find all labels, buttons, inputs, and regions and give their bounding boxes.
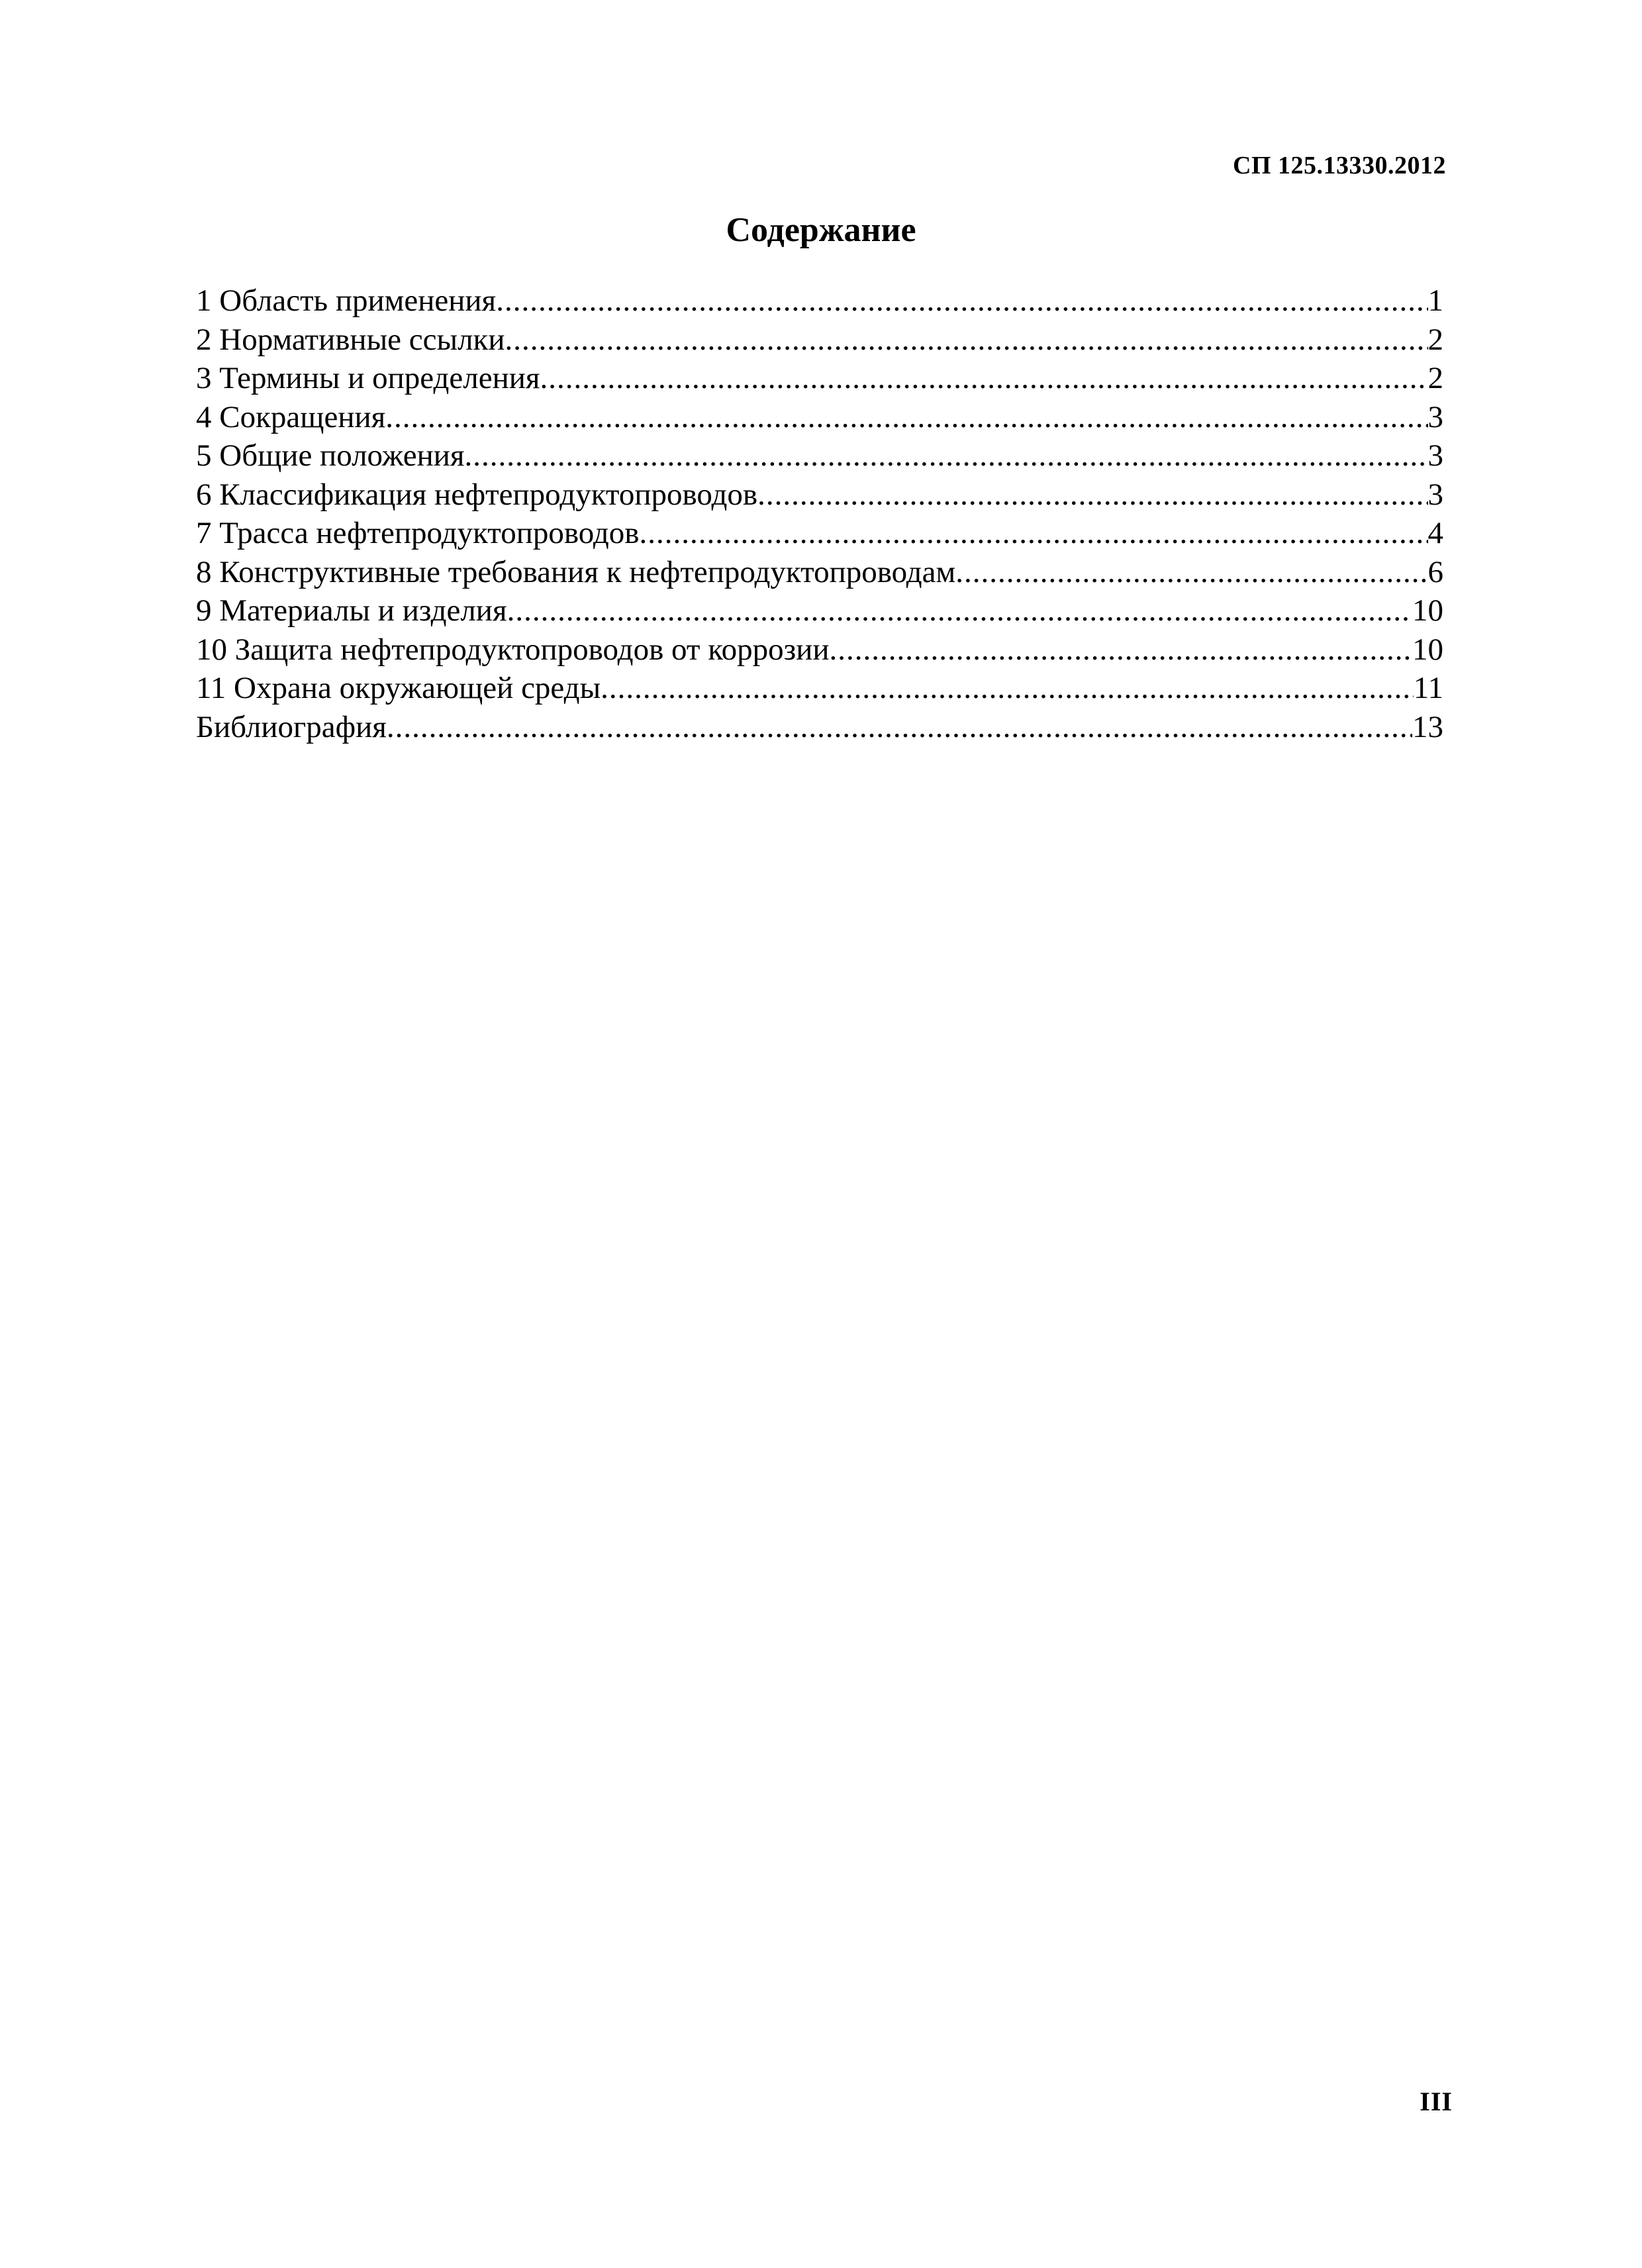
- toc-entry-page: 10: [1412, 593, 1443, 628]
- toc-entry-page: 4: [1427, 516, 1443, 550]
- toc-dot-leader: [601, 669, 1414, 708]
- toc-entry-page: 3: [1427, 477, 1443, 512]
- toc-entry-5[interactable]: [196, 436, 1443, 475]
- toc-entry-7[interactable]: [196, 514, 1443, 553]
- toc-dot-leader: [387, 708, 1412, 747]
- toc-entry-label: 9 Материалы и изделия: [196, 593, 507, 628]
- toc-dot-leader: [496, 281, 1427, 320]
- toc-entry-page: 13: [1412, 709, 1443, 744]
- toc-entry-4[interactable]: [196, 398, 1443, 437]
- toc-entry-11[interactable]: [196, 669, 1443, 708]
- toc-entry-page: 3: [1427, 438, 1443, 473]
- toc-entry-6[interactable]: [196, 475, 1443, 515]
- toc-entry-page: 10: [1412, 632, 1443, 667]
- table-of-contents: [196, 281, 1443, 746]
- toc-entry-3[interactable]: [196, 359, 1443, 398]
- toc-entry-page: 2: [1427, 322, 1443, 357]
- toc-entry-page: 11: [1413, 671, 1443, 705]
- toc-entry-label: 4 Сокращения: [196, 399, 386, 434]
- toc-dot-leader: [955, 553, 1427, 592]
- toc-entry-label: 7 Трасса нефтепродуктопроводов: [196, 516, 640, 550]
- page-number: III: [1420, 2087, 1453, 2116]
- toc-entry-9[interactable]: [196, 591, 1443, 630]
- toc-dot-leader: [540, 359, 1428, 398]
- toc-entry-8[interactable]: [196, 553, 1443, 592]
- toc-entry-page: 2: [1427, 361, 1443, 395]
- toc-entry-label: 5 Общие положения: [196, 438, 465, 473]
- document-code: СП 125.13330.2012: [1233, 152, 1446, 179]
- toc-entry-10[interactable]: [196, 630, 1443, 669]
- toc-entry-2[interactable]: [196, 320, 1443, 360]
- toc-entry-page: 6: [1427, 554, 1443, 589]
- toc-entry-label: Библиография: [196, 709, 387, 744]
- toc-entry-page: 1: [1427, 283, 1443, 318]
- toc-dot-leader: [465, 436, 1428, 475]
- toc-dot-leader: [505, 320, 1428, 360]
- toc-dot-leader: [507, 591, 1412, 630]
- toc-dot-leader: [830, 630, 1412, 669]
- toc-entry-label: 6 Классификация нефтепродуктопроводов: [196, 477, 758, 512]
- toc-dot-leader: [757, 475, 1427, 515]
- toc-entry-label: 1 Область применения: [196, 283, 497, 318]
- toc-entry-label: 10 Защита нефтепродуктопроводов от коррозии: [196, 632, 830, 667]
- toc-dot-leader: [640, 514, 1428, 553]
- toc-title: Содержание: [726, 211, 916, 249]
- toc-dot-leader: [385, 398, 1427, 437]
- toc-entry-bibliography[interactable]: [196, 708, 1443, 747]
- toc-entry-label: 3 Термины и определения: [196, 361, 540, 395]
- toc-entry-label: 11 Охрана окружающей среды: [196, 671, 601, 705]
- toc-entry-label: 8 Конструктивные требования к нефтепродуктопроводам: [196, 554, 956, 589]
- toc-entry-page: 3: [1427, 399, 1443, 434]
- toc-entry-label: 2 Нормативные ссылки: [196, 322, 505, 357]
- toc-entry-1[interactable]: [196, 281, 1443, 320]
